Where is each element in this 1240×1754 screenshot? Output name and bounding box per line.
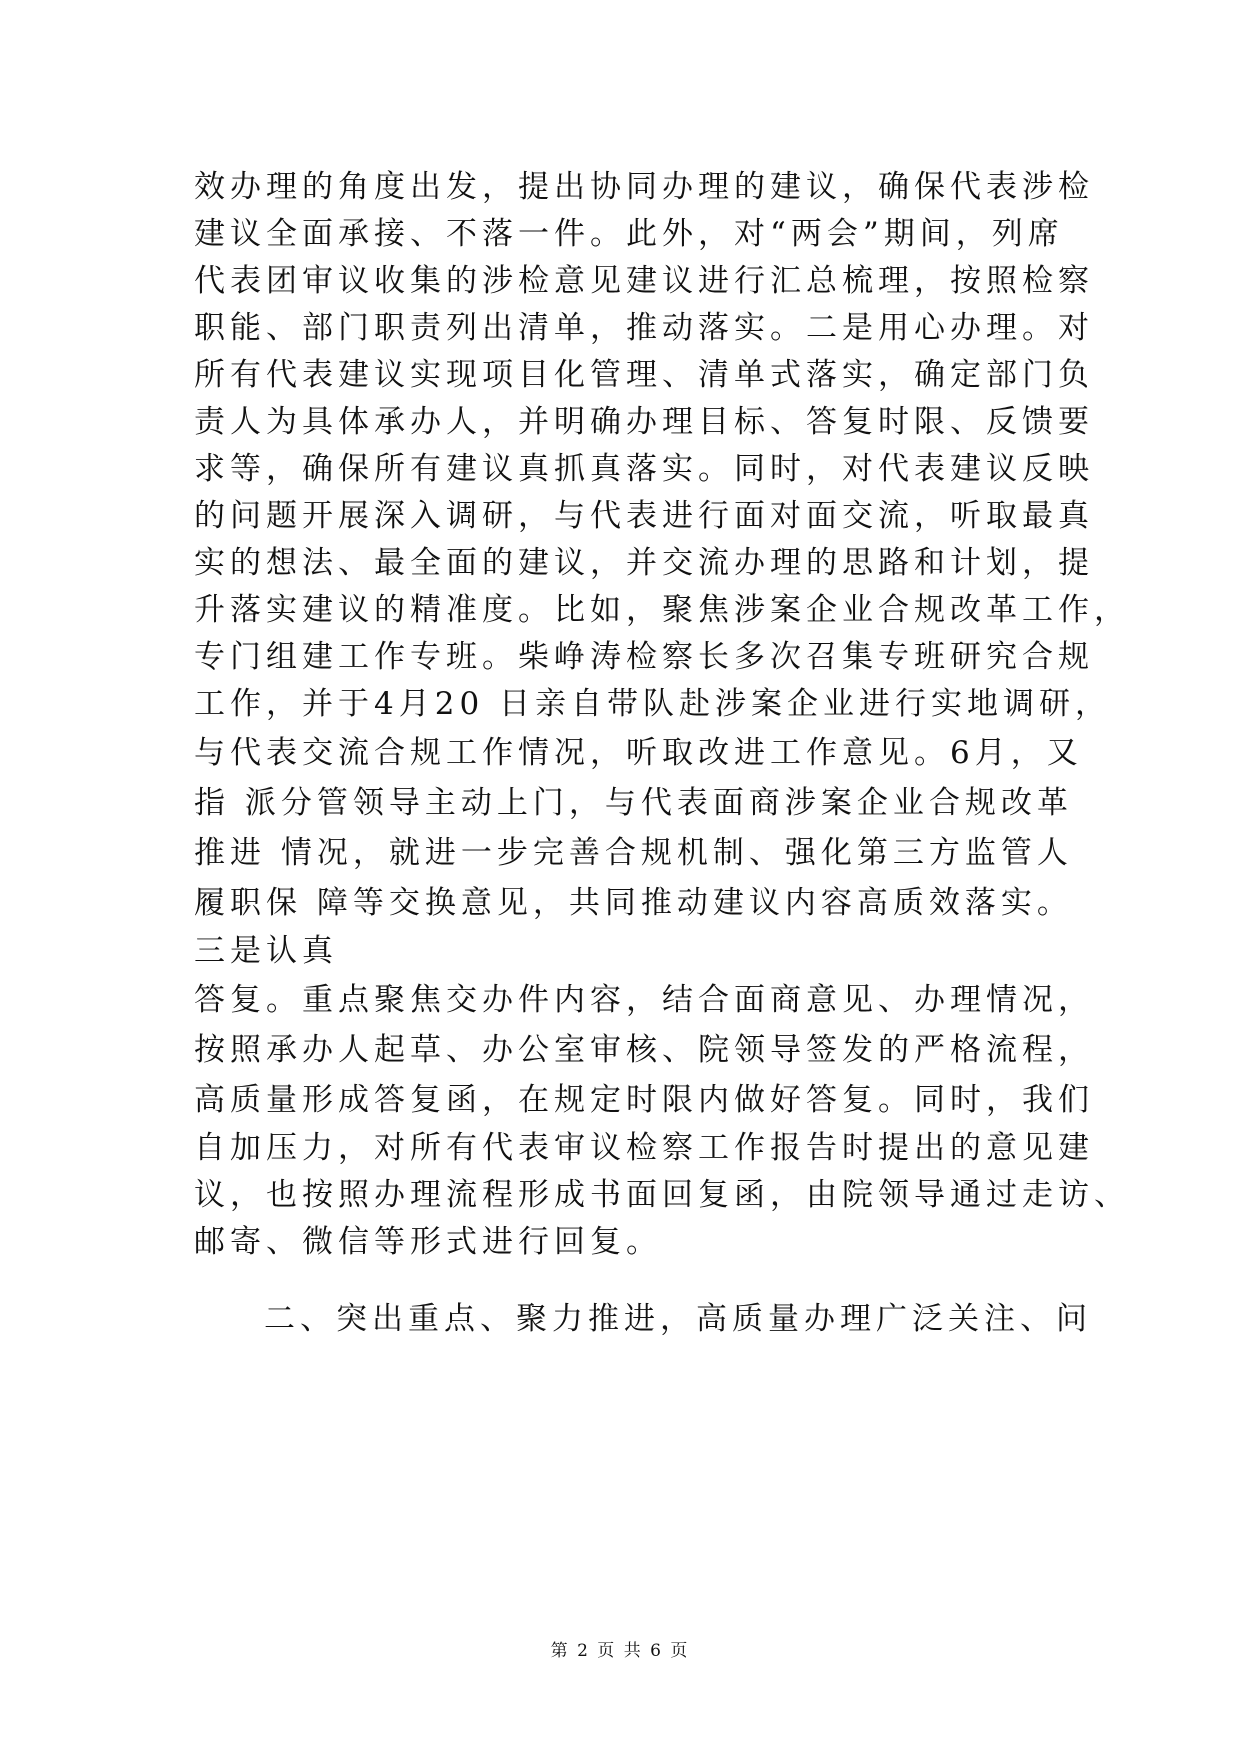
paragraph-line: 所有代表建议实现项目化管理、清单式落实，确定部门负 (194, 357, 1094, 393)
paragraph-line: 高质量形成答复函，在规定时限内做好答复。同时，我们 (194, 1082, 1094, 1118)
paragraph-line: 建议全面承接、不落一件。此外，对“两会”期间，列席 (194, 216, 1064, 252)
section-heading: 二、突出重点、聚力推进，高质量办理广泛关注、问 (264, 1301, 1092, 1337)
paragraph-line: 议，也按照办理流程形成书面回复函，由院领导通过走访、 (194, 1177, 1130, 1213)
paragraph-line: 专门组建工作专班。柴峥涛检察长多次召集专班研究合规 (194, 639, 1094, 675)
paragraph-line: 与代表交流合规工作情况，听取改进工作意见。6月，又 (194, 735, 1083, 771)
paragraph-line: 三是认真 (194, 933, 338, 969)
paragraph-line: 答复。重点聚焦交办件内容，结合面商意见、办理情况， (194, 982, 1094, 1018)
paragraph-line: 推进 情况，就进一步完善合规机制、强化第三方监管人 (194, 835, 1073, 871)
paragraph-line: 按照承办人起草、办公室审核、院领导签发的严格流程， (194, 1032, 1094, 1068)
paragraph-line: 效办理的角度出发，提出协同办理的建议，确保代表涉检 (194, 169, 1094, 205)
paragraph-line: 代表团审议收集的涉检意见建议进行汇总梳理，按照检察 (194, 263, 1094, 299)
page-number-footer: 第 2 页 共 6 页 (550, 1641, 690, 1661)
paragraph-line: 升落实建议的精准度。比如，聚焦涉案企业合规改革工作， (194, 592, 1130, 628)
paragraph-line: 工作，并于4月20 日亲自带队赴涉案企业进行实地调研， (194, 686, 1112, 722)
paragraph-line: 自加压力，对所有代表审议检察工作报告时提出的意见建 (194, 1130, 1094, 1166)
paragraph-line: 的问题开展深入调研，与代表进行面对面交流，听取最真 (194, 498, 1094, 534)
document-body (194, 164, 1130, 1343)
paragraph-line: 求等，确保所有建议真抓真落实。同时，对代表建议反映 (194, 451, 1094, 487)
paragraph-line: 邮寄、微信等形式进行回复。 (194, 1224, 662, 1260)
paragraph-line: 指 派分管领导主动上门，与代表面商涉案企业合规改革 (194, 785, 1073, 821)
paragraph-line: 履职保 障等交换意见，共同推动建议内容高质效落实。 (194, 885, 1073, 921)
paragraph-line: 责人为具体承办人，并明确办理目标、答复时限、反馈要 (194, 404, 1094, 440)
paragraph-line: 实的想法、最全面的建议，并交流办理的思路和计划，提 (194, 545, 1094, 581)
paragraph-line: 职能、部门职责列出清单，推动落实。二是用心办理。对 (194, 310, 1094, 346)
